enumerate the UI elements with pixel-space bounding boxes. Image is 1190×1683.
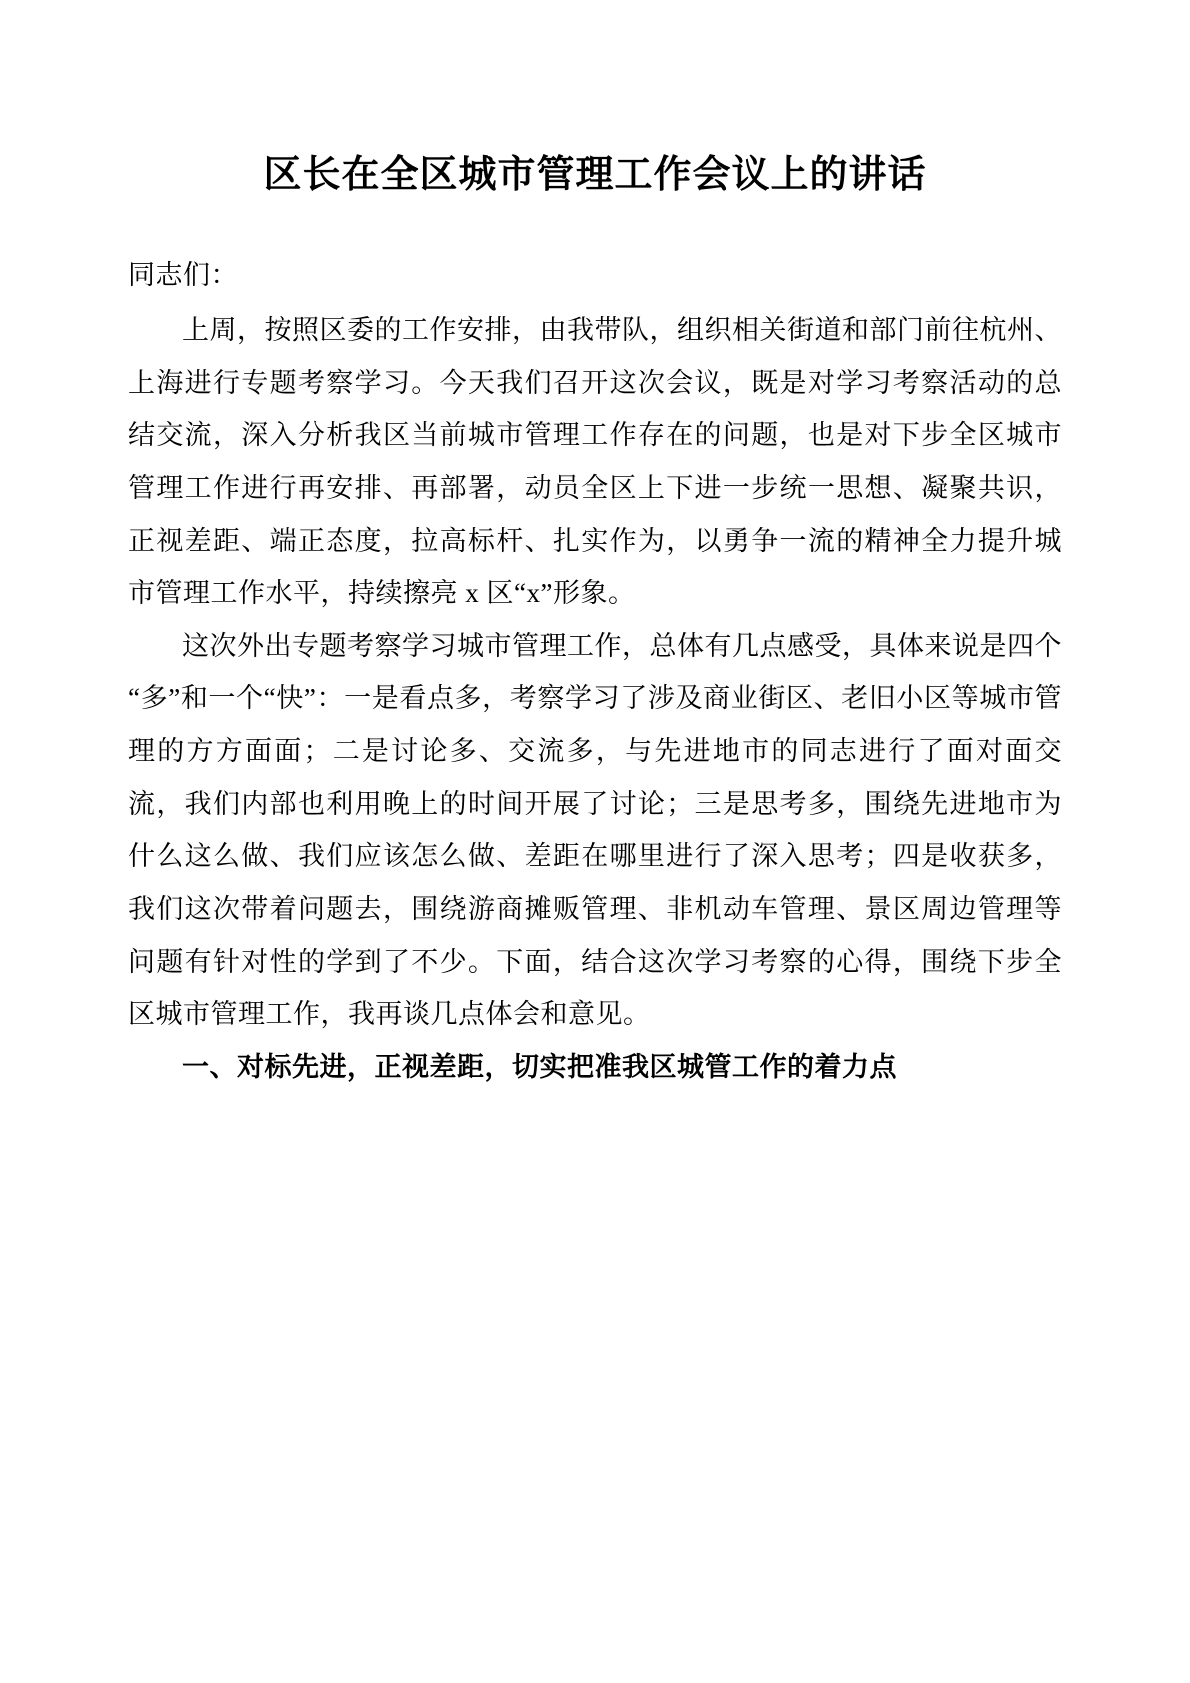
body-paragraph-1: 上周，按照区委的工作安排，由我带队，组织相关街道和部门前往杭州、上海进行专题考察学习。今天我们召开这次会议，既是对学习考察活动的总结交流，深入分析我区当前城市管理工作存在的问题，也是对下步全区城市管理工作进行再安排、再部署，动员全区上下进一步统一思想、凝聚共识，正视差距、端正态度，拉高标杆、扎实作为，以勇争一流的精神全力提升城市管理工作水平，持续擦亮 x 区“x”形象。 bbox=[128, 314, 1062, 609]
body-paragraph-2: 这次外出专题考察学习城市管理工作，总体有几点感受，具体来说是四个“多”和一个“快”：一是看点多，考察学习了涉及商业街区、老旧小区等城市管理的方方面面；二是讨论多、交流多，与先进地市的同志进行了面对面交流，我们内部也利用晚上的时间开展了讨论；三是思考多，围绕先进地市为什么这么做、我们应该怎么做、差距在哪里进行了深入思考；四是收获多，我们这次带着问题去，围绕游商摊贩管理、非机动车管理、景区周边管理等问题有针对性的学到了不少。下面，结合这次学习考察的心得，围绕下步全区城市管理工作，我再谈几点体会和意见。 bbox=[128, 630, 1062, 1030]
document-title: 区长在全区城市管理工作会议上的讲话 bbox=[263, 154, 927, 196]
salutation: 同志们： bbox=[128, 260, 238, 291]
section-heading-1: 一、对标先进，正视差距，切实把准我区城管工作的着力点 bbox=[182, 1051, 897, 1082]
